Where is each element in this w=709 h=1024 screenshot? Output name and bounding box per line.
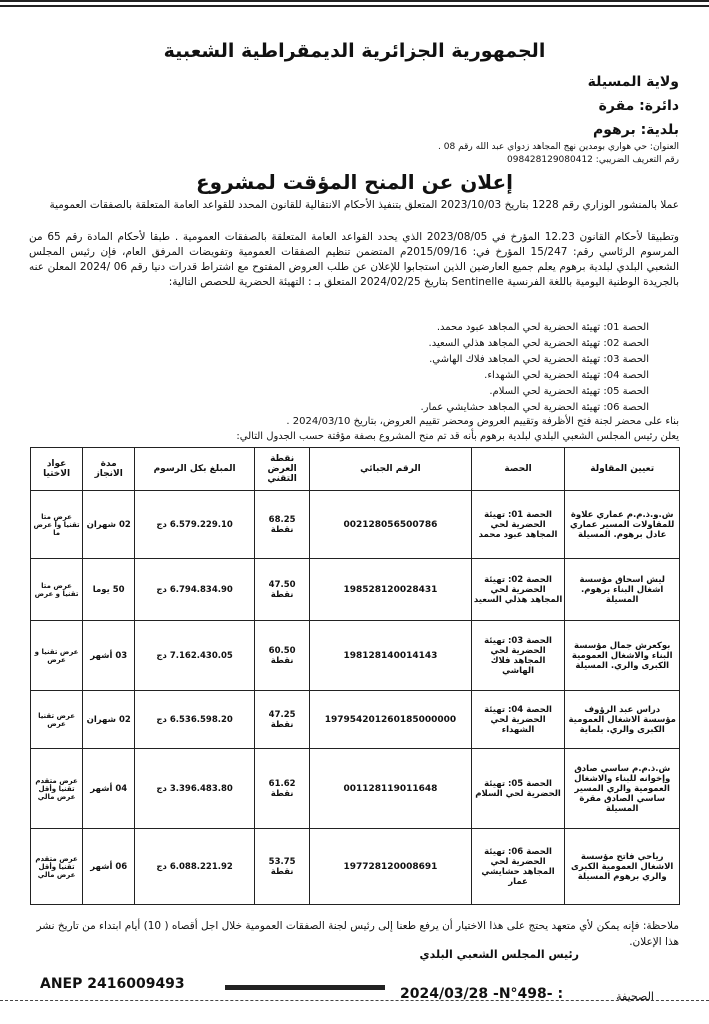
table-cell: ش.ذ.م.م ساسي صادق وإخوانه للبناء والاشغال العمومية والري المسير ساسي الصادق مقرة المسيلة (565, 749, 680, 829)
header-cell: عواد الاختيا (31, 448, 83, 491)
table-header-row (31, 448, 680, 491)
table-cell: 197954201260185000000 (310, 691, 471, 749)
top-border-lines (0, 0, 709, 12)
table-cell: الحصة 01: تهيئة الحضرية لحي المجاهد عبود محمد (471, 491, 565, 559)
table-cell: 198128140014143 (310, 621, 471, 691)
table-cell: الحصة 04: تهيئة الحضرية لحي الشهداء (471, 691, 565, 749)
table-cell: عرض متا تقنيا و عرض (31, 559, 83, 621)
table-cell: 68.25 نقطة (255, 491, 310, 559)
table-row (31, 559, 680, 621)
table-cell: الحصة 02: تهيئة الحضرية لحي المجاهد هذلي السعيد (471, 559, 565, 621)
table-cell: 61.62 نقطة (255, 749, 310, 829)
table-cell: 03 أشهر (83, 621, 135, 691)
table-cell: الحصة 03: تهيئة الحضرية لحي المجاهد فلاك الهاشي (471, 621, 565, 691)
table-row (31, 829, 680, 905)
signature-label: رئيس المجلس الشعبي البلدي (419, 948, 579, 961)
header-cell: تعيين المقاولة (565, 448, 680, 491)
table-row (31, 621, 680, 691)
table-cell: 7.162.430.05 دج (135, 621, 255, 691)
lots-list (39, 320, 679, 416)
table-cell: 02 شهران (83, 691, 135, 749)
table-cell: عرض متا تقنيا وأ عرض ما (31, 491, 83, 559)
table-cell: عرض متقدم تقنيا وأقل عرض مالي (31, 829, 83, 905)
republic-title: الجمهورية الجزائرية الديمقراطية الشعبية (163, 40, 546, 62)
table-cell: 60.50 نقطة (255, 621, 310, 691)
table-row (31, 691, 680, 749)
table-cell: دراس عبد الرؤوف مؤسسة الاشغال العمومية الكبرى والري. بلماية (565, 691, 680, 749)
wilaya-label: ولاية المسيلة (587, 74, 679, 90)
cut-line (0, 1000, 709, 1001)
lot-item: الحصة 02: تهيئة الحضرية لحي المجاهد هذلي السعيد. (428, 338, 649, 349)
table-row (31, 749, 680, 829)
table-cell: 50 يوما (83, 559, 135, 621)
table-cell: 002128056500786 (310, 491, 471, 559)
header-cell: نقطة العرض التقني (255, 448, 310, 491)
table-cell: بوكعرش جمال مؤسسة البناء والاشغال العمومية الكبرى والري. المسيلة (565, 621, 680, 691)
table-cell: ليش اسحاق مؤسسة اشغال البناء برهوم. المسيلة (565, 559, 680, 621)
paragraph-2: وتطبيقا لأحكام القانون 12.23 المؤرخ في 2023/08/05 الذي يحدد القواعد العامة المتعلقة بالصفقات العمومية . طبقا لأحكام المادة رقم 65 من المرسوم الرئاسي رقم: 15/247 المؤرخ في: 2015/09/16م المتضمن تنظيم الصفقات العمومية وتفويضات المرفق العام، فإن رئيس المجلس الشعبي البلدي لبلدية برهوم يعلم جميع العارضين الذين استجابوا للإعلان عن طلب العروض المفتوح مع اشتراط قدرات دنيا رقم 06 /2024 المعلن عنه بالجريدة الوطنية اليومية باللغة الفرنسية Sentinelle بتاريخ 2024/02/25 المتعلق بـ : التهيئة الحضرية للحصص التالية: (29, 231, 680, 288)
table-cell: 198528120028431 (310, 559, 471, 621)
table-cell: 04 أشهر (83, 749, 135, 829)
daira-label: دائرة: مقرة (598, 98, 679, 114)
table-cell: 53.75 نقطة (255, 829, 310, 905)
table-cell: 6.536.598.20 دج (135, 691, 255, 749)
tax-id-line: رقم التعريف الضريبي: 098428129080412 (507, 155, 679, 165)
address-line: العنوان: حي هواري بومدين نهج المجاهد زدواي عبد الله رقم 08 . (438, 142, 679, 152)
table-cell: الحصة 06: تهيئة الحضرية لحي المجاهد حشايشي عمار (471, 829, 565, 905)
paragraph-1: عملا بالمنشور الوزاري رقم 1228 بتاريخ 2023/10/03 المتعلق بتنفيذ الأحكام الانتقالية للقانون المحدد للقواعد العامة المتعلقة بالصفقات العمومية (49, 199, 679, 211)
table-cell: 47.25 نقطة (255, 691, 310, 749)
header-cell: المبلغ بكل الرسوم (135, 448, 255, 491)
note-text: ملاحظة: فإنه يمكن لأي متعهد يحتج على هذا الاختيار أن يرفع طعنا إلى رئيس لجنة الصفقات العمومية خلال اجل أقصاه ( 10) أيام ابتداء من تاريخ نشر هذا الإعلان. (36, 920, 679, 948)
lot-item: الحصة 05: تهيئة الحضرية لحي السلام. (489, 386, 649, 397)
table-cell: عرض تقنيا عرض (31, 691, 83, 749)
issue-number: 2024/03/28 -N°498- : (400, 986, 564, 1002)
intro-line-1: بناء على محضر لجنة فتح الأظرفة وتقييم العروض ومحضر تقييم العروض، بتاريخ 2024/03/10 . (286, 416, 679, 427)
header-cell: الحصة (471, 448, 565, 491)
table-cell: عرض متقدم تقنيا وأقل عرض مالي (31, 749, 83, 829)
table-cell: 6.088.221.92 دج (135, 829, 255, 905)
lot-item: الحصة 01: تهيئة الحضرية لحي المجاهد عبود محمد. (436, 322, 649, 333)
award-table (30, 447, 680, 905)
table-cell: 6.579.229.10 دج (135, 491, 255, 559)
table-cell: 06 أشهر (83, 829, 135, 905)
intro-line-2: يعلن رئيس المجلس الشعبي البلدي لبلدية برهوم بأنه قد تم منح المشروع بصفة مؤقتة حسب الجدول التالي: (236, 431, 679, 442)
table-cell: عرض تقنيا و عرض (31, 621, 83, 691)
header-cell: مدة الانجاز (83, 448, 135, 491)
commune-label: بلدية: برهوم (593, 122, 679, 138)
announcement-title: إعلان عن المنح المؤقت لمشروع (195, 170, 514, 194)
anep-number: ANEP 2416009493 (40, 976, 185, 992)
header-cell: الرقم الجبائي (310, 448, 471, 491)
table-cell: رياحي فاتح مؤسسة الاشغال العمومية الكبرى والري برهوم المسيلة (565, 829, 680, 905)
table-cell: 001128119011648 (310, 749, 471, 829)
anep-bar (225, 985, 385, 990)
lot-item: الحصة 06: تهيئة الحضرية لحي المجاهد حشايشي عمار. (420, 402, 649, 413)
table-cell: الحصة 05: تهيئة الحضرية لحي السلام (471, 749, 565, 829)
table-row (31, 491, 680, 559)
table-cell: 02 شهران (83, 491, 135, 559)
table-cell: 6.794.834.90 دج (135, 559, 255, 621)
table-cell: ش.و.ذ.م.م عماري علاوة للمقاولات المسير عماري عادل برهوم. المسيلة (565, 491, 680, 559)
table-cell: 3.396.483.80 دج (135, 749, 255, 829)
table-cell: 47.50 نقطة (255, 559, 310, 621)
lot-item: الحصة 04: تهيئة الحضرية لحي الشهداء. (484, 370, 649, 381)
table-cell: 197728120008691 (310, 829, 471, 905)
newspaper-label: الصحيفة (616, 990, 654, 1003)
lot-item: الحصة 03: تهيئة الحضرية لحي المجاهد فلاك الهاشي. (429, 354, 649, 365)
